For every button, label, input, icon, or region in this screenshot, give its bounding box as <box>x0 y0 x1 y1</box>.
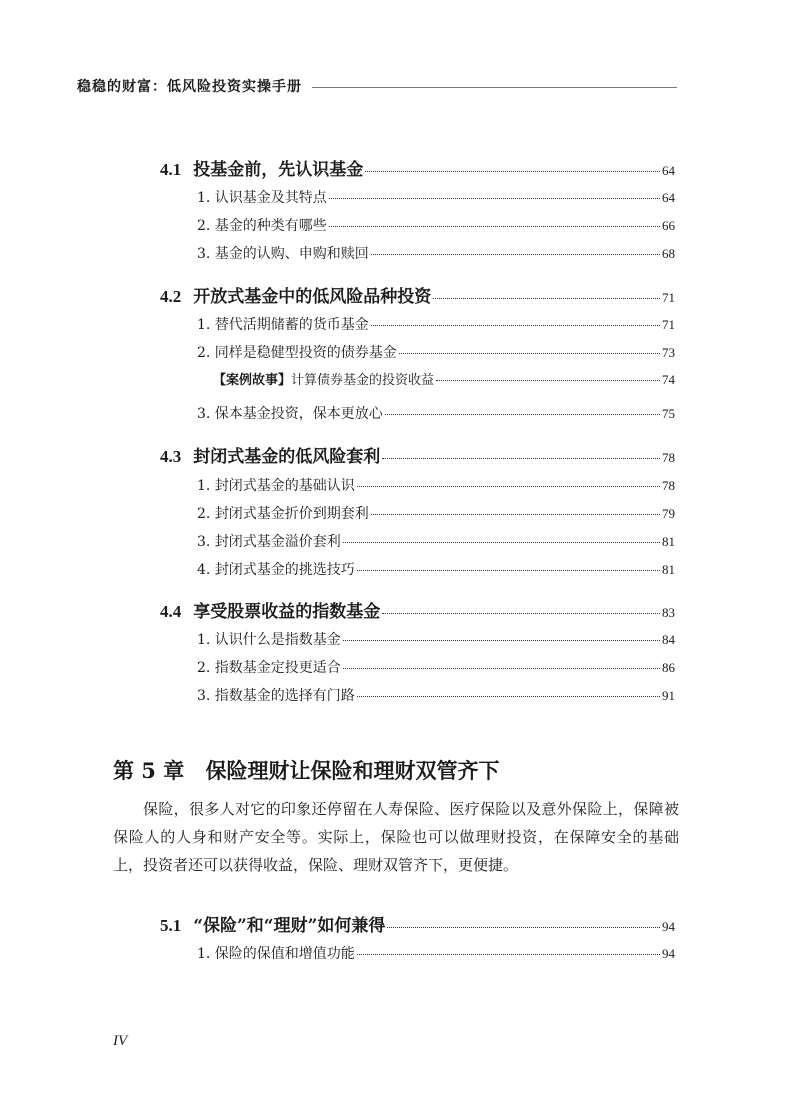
item-title: 3. 保本基金投资，保本更放心 <box>197 406 383 422</box>
dot-leader <box>357 696 660 697</box>
dot-leader <box>357 570 660 571</box>
case-tag: 【案例故事】 <box>213 373 292 388</box>
page-number: 68 <box>662 246 675 261</box>
section-number: 4.3 <box>160 447 182 466</box>
section-title: 封闭式基金的低风险套利 <box>193 447 381 467</box>
page-number: 94 <box>662 946 675 961</box>
section-title: 投基金前，先认识基金 <box>193 160 364 180</box>
chapter-title: 保险理财让保险和理财双管齐下 <box>205 758 500 783</box>
item-title: 1. 替代活期储蓄的货币基金 <box>197 317 369 333</box>
dot-leader <box>436 380 660 381</box>
dot-leader <box>382 458 660 459</box>
dot-leader <box>329 226 660 227</box>
toc-item-4-1-3[interactable] <box>197 243 675 263</box>
page-number: 78 <box>662 450 675 465</box>
dot-leader <box>371 514 660 515</box>
page-number: 86 <box>662 660 675 675</box>
toc-section-4-1[interactable] <box>160 155 675 180</box>
item-title: 3. 基金的认购、申购和赎回 <box>197 246 369 262</box>
toc-case-story[interactable] <box>213 369 675 388</box>
section-number: 4.2 <box>160 287 182 306</box>
page-number: 84 <box>662 632 675 647</box>
dot-leader <box>433 298 660 299</box>
item-title: 1. 认识什么是指数基金 <box>197 632 341 648</box>
item-title: 2. 指数基金定投更适合 <box>197 660 341 676</box>
page-number: 64 <box>662 163 675 178</box>
page-number: 64 <box>662 190 675 205</box>
toc-section-4-2[interactable] <box>160 282 675 307</box>
toc-item-4-3-1[interactable] <box>197 475 675 495</box>
section-number: 4.4 <box>160 602 182 621</box>
book-title: 稳稳的财富：低风险投资实操手册 <box>77 79 302 95</box>
toc-section-5-1[interactable] <box>160 911 675 936</box>
item-title: 3. 封闭式基金溢价套利 <box>197 534 341 550</box>
item-title: 1. 认识基金及其特点 <box>197 190 327 206</box>
page-number: 94 <box>662 919 675 934</box>
toc-item-5-1-1[interactable] <box>197 943 675 963</box>
page-number: 91 <box>662 688 675 703</box>
dot-leader <box>387 927 660 928</box>
dot-leader <box>365 171 660 172</box>
item-title: 1. 保险的保值和增值功能 <box>197 946 355 962</box>
page-number: 71 <box>662 317 675 332</box>
dot-leader <box>357 486 660 487</box>
page-number: 83 <box>662 605 675 620</box>
toc-item-4-4-2[interactable] <box>197 657 675 677</box>
chapter-number: 第 5 章 <box>113 758 185 783</box>
dot-leader <box>329 198 660 199</box>
dot-leader <box>399 353 660 354</box>
section-title: “保险”和“理财”如何兼得 <box>193 916 386 936</box>
toc-item-4-3-4[interactable] <box>197 559 675 579</box>
page-folio: IV <box>113 1033 128 1049</box>
dot-leader <box>357 954 660 955</box>
item-title: 3. 指数基金的选择有门路 <box>197 688 355 704</box>
toc-item-4-4-3[interactable] <box>197 685 675 705</box>
item-title: 2. 封闭式基金折价到期套利 <box>197 506 369 522</box>
page-number: 81 <box>662 562 675 577</box>
toc-item-4-3-3[interactable] <box>197 531 675 551</box>
running-header <box>77 76 677 96</box>
toc-item-4-3-2[interactable] <box>197 503 675 523</box>
section-title: 开放式基金中的低风险品种投资 <box>193 287 432 307</box>
item-title: 2. 基金的种类有哪些 <box>197 218 327 234</box>
header-rule <box>312 87 677 88</box>
page-number: 78 <box>662 478 675 493</box>
page-number: 71 <box>662 290 675 305</box>
page-number: 74 <box>662 372 675 387</box>
page-number: 66 <box>662 218 675 233</box>
chapter-intro: 保险，很多人对它的印象还停留在人寿保险、医疗保险以及意外保险上，保障被保险人的人身和财产安全等。实际上，保险也可以做理财投资，在保障安全的基础上，投资者还可以获得收益，保险、理财双管齐下，更便捷。 <box>113 800 679 874</box>
dot-leader <box>385 414 660 415</box>
section-number: 4.1 <box>160 160 182 179</box>
item-title: 2. 同样是稳健型投资的债券基金 <box>197 345 397 361</box>
toc-section-4-3[interactable] <box>160 442 675 467</box>
page-number: 81 <box>662 534 675 549</box>
dot-leader <box>343 542 660 543</box>
dot-leader <box>371 254 660 255</box>
dot-leader <box>382 613 660 614</box>
toc-item-4-2-1[interactable] <box>197 314 675 334</box>
toc-item-4-2-3[interactable] <box>197 403 675 423</box>
item-title: 1. 封闭式基金的基础认识 <box>197 478 355 494</box>
chapter-heading[interactable] <box>113 755 500 785</box>
dot-leader <box>343 640 660 641</box>
toc-item-4-2-2[interactable] <box>197 342 675 362</box>
item-title: 4. 封闭式基金的挑选技巧 <box>197 562 355 578</box>
page-number: 75 <box>662 406 675 421</box>
toc-item-4-1-2[interactable] <box>197 215 675 235</box>
toc-item-4-4-1[interactable] <box>197 629 675 649</box>
toc-item-4-1-1[interactable] <box>197 187 675 207</box>
section-number: 5.1 <box>160 916 182 935</box>
item-title: 计算债券基金的投资收益 <box>291 373 435 388</box>
page-number: 73 <box>662 345 675 360</box>
page-number: 79 <box>662 506 675 521</box>
section-title: 享受股票收益的指数基金 <box>193 602 381 622</box>
dot-leader <box>343 668 660 669</box>
toc-section-4-4[interactable] <box>160 597 675 622</box>
dot-leader <box>371 325 660 326</box>
